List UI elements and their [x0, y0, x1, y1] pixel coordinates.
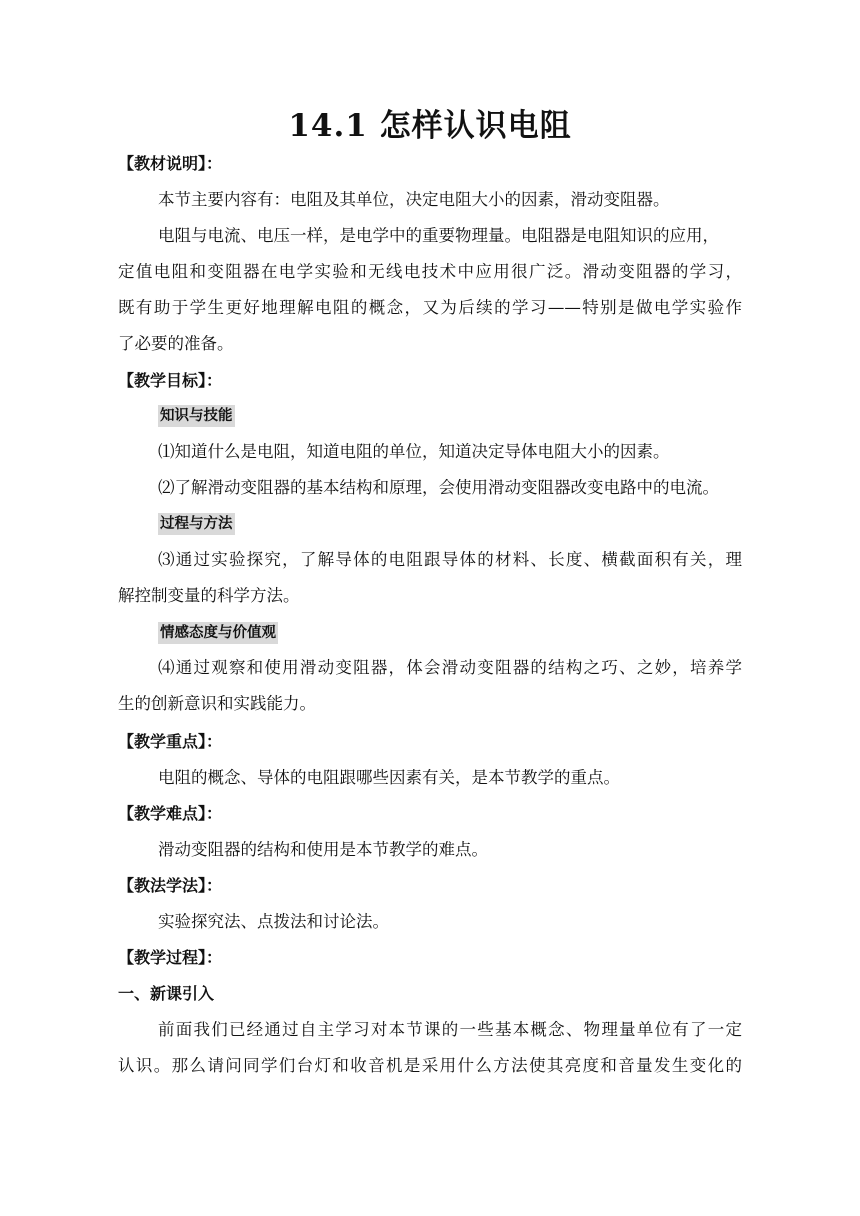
heading-difficulty: 【教学难点】： [118, 804, 223, 823]
difficulty-text: 滑动变阻器的结构和使用是本节教学的难点。 [158, 840, 488, 859]
goal-item-3-line-1: ⑶通过实验探究，了解导体的电阻跟导体的材料、长度、横截面积有关，理 [158, 550, 742, 569]
paragraph-line: 电阻与电流、电压一样，是电学中的重要物理量。电阻器是电阻知识的应用， [158, 226, 719, 245]
heading-process: 【教学过程】： [118, 948, 223, 967]
paragraph-line: 本节主要内容有：电阻及其单位，决定电阻大小的因素，滑动变阻器。 [158, 190, 670, 209]
paragraph-line: 定值电阻和变阻器在电学实验和无线电技术中应用很广泛。滑动变阻器的学习， [118, 262, 742, 281]
heading-material: 【教材说明】： [118, 154, 223, 173]
process-line-1: 前面我们已经通过自主学习对本节课的一些基本概念、物理量单位有了一定 [158, 1020, 742, 1039]
paragraph-line: 了必要的准备。 [118, 334, 234, 353]
heading-key-points: 【教学重点】： [118, 732, 223, 751]
subheading-process-methods: 过程与方法 [158, 513, 235, 535]
process-line-2: 认识。那么请问同学们台灯和收音机是采用什么方法使其亮度和音量发生变化的 [118, 1056, 742, 1075]
subheading-emotion-values: 情感态度与价值观 [158, 622, 278, 644]
heading-methods: 【教法学法】： [118, 876, 223, 895]
methods-text: 实验探究法、点拨法和讨论法。 [158, 912, 389, 931]
goal-item-4-line-1: ⑷通过观察和使用滑动变阻器，体会滑动变阻器的结构之巧、之妙，培养学 [158, 658, 742, 677]
page-title: 14.1 怎样认识电阻 [288, 108, 572, 144]
goal-item-2: ⑵了解滑动变阻器的基本结构和原理，会使用滑动变阻器改变电路中的电流。 [158, 478, 719, 497]
subheading-knowledge-skills: 知识与技能 [158, 405, 235, 427]
process-part-1: 一、新课引入 [118, 984, 215, 1003]
goal-item-3-line-2: 解控制变量的科学方法。 [118, 586, 300, 605]
paragraph-line: 既有助于学生更好地理解电阻的概念，又为后续的学习——特别是做电学实验作 [118, 298, 742, 317]
goal-item-1: ⑴知道什么是电阻，知道电阻的单位，知道决定导体电阻大小的因素。 [158, 442, 670, 461]
heading-goals: 【教学目标】： [118, 371, 223, 390]
key-points-text: 电阻的概念、导体的电阻跟哪些因素有关，是本节教学的重点。 [158, 768, 620, 787]
goal-item-4-line-2: 生的创新意识和实践能力。 [118, 694, 316, 713]
